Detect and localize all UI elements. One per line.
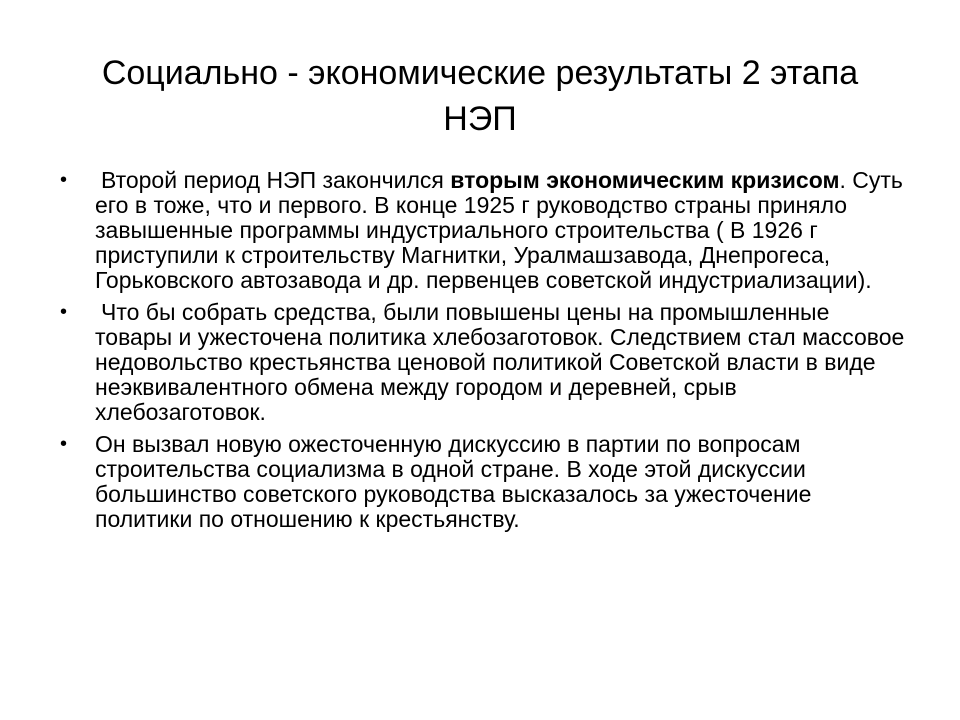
- bullet-text-2: Что бы собрать средства, были повышены цены на промышленные товары и ужесточена политика хлебозаготовок. Следствием стал массовое недовольство крестьянства ценовой политикой Советской власти в виде неэквивалентного обмена между городом и деревней, срыв хлебозаготовок.: [95, 299, 905, 425]
- bullet-item-3: [52, 432, 912, 532]
- bullet-icon: •: [60, 169, 68, 191]
- bullet-text-1-pre: Второй период НЭП закончился: [101, 167, 451, 193]
- slide-title-line-1: Социально - экономические результаты 2 этапа: [101, 54, 859, 92]
- slide-title-line-2: НЭП: [443, 100, 517, 138]
- slide-title: [48, 50, 912, 142]
- bullet-icon: •: [60, 301, 68, 323]
- bullet-icon: •: [60, 433, 68, 455]
- bullet-list: [52, 168, 912, 539]
- bullet-item-1: [52, 168, 912, 293]
- bullet-text-3: Он вызвал новую ожесточенную дискуссию в партии по вопросам строительства социализма в одной стране. В ходе этой дискуссии большинство советского руководства высказалось за ужесточение политики по отношению к крестьянству.: [95, 431, 812, 532]
- bullet-text-1-bold: вторым экономическим кризисом: [450, 167, 840, 193]
- bullet-item-2: [52, 300, 912, 425]
- bullet-text-1-post: . Суть его в тоже, что и первого. В конце 1925 г руководство страны приняло завышенные программы индустриального строительства ( В 1926 г приступили к строительству Магнитки, Уралмашзавода, Днепрогеса, Горьковского автозавода и др. первенцев советской индустриализации).: [95, 167, 903, 293]
